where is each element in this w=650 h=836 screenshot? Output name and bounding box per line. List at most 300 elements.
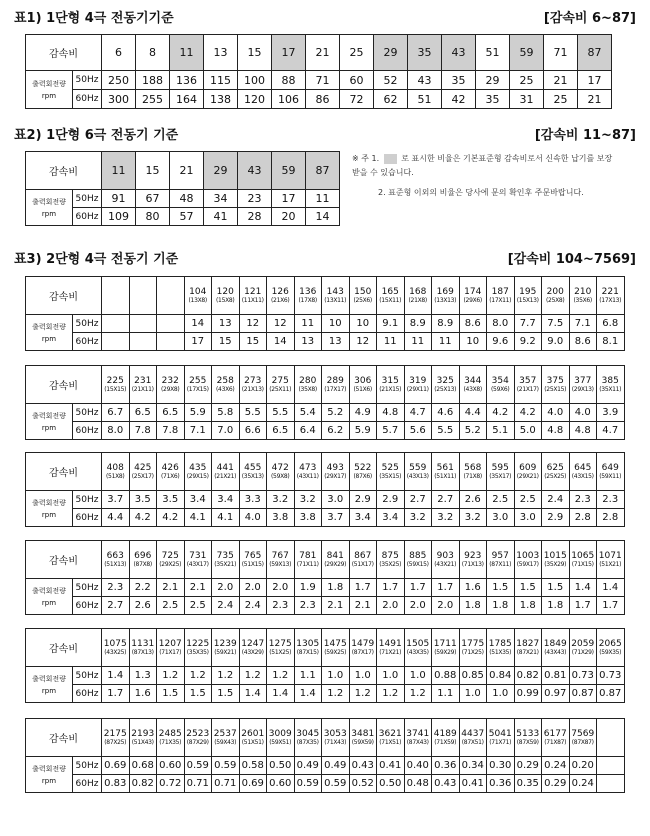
- ratio-value: 3045: [296, 729, 320, 739]
- rpm-50hz-cell: 10: [322, 315, 350, 333]
- rpm-60hz-cell: 1.7: [102, 685, 130, 703]
- ratio-cell: [294, 541, 322, 579]
- ratio-cell: [184, 453, 212, 491]
- ratio-cell: [377, 629, 405, 667]
- ratio-header: 감속비: [26, 152, 102, 190]
- ratio-value: 168: [409, 287, 427, 297]
- rpm-50hz-cell: 60: [340, 71, 374, 90]
- ratio-cell: [542, 453, 570, 491]
- table3-block-2: [25, 365, 625, 440]
- rpm-50hz-cell: 2.9: [349, 491, 377, 509]
- ratio-breakdown: (59X51): [269, 739, 292, 746]
- rpm-label: 출력회전량 rpm: [26, 190, 73, 226]
- ratio-value: 522: [354, 463, 372, 473]
- ratio-cell: [404, 453, 432, 491]
- rpm-60hz-row: [26, 208, 340, 226]
- table1-title: 표1) 1단형 4극 전동기기준: [14, 11, 174, 26]
- ratio-value: 258: [216, 376, 234, 386]
- rpm-60hz-cell: 3.8: [267, 509, 295, 527]
- ratio-cell: [212, 277, 240, 315]
- ratio-breakdown: (29X11): [406, 386, 429, 393]
- rpm-60hz-cell: 2.0: [404, 597, 432, 615]
- rpm-50hz-cell: 7.1: [569, 315, 597, 333]
- rpm-60hz-cell: 11: [377, 333, 405, 351]
- rpm-60hz-cell: 0.59: [322, 775, 350, 793]
- rpm-60hz-cell: 8.1: [597, 333, 625, 351]
- ratio-value: 2065: [598, 639, 622, 649]
- ratio-row: [26, 719, 625, 757]
- ratio-cell: [432, 719, 460, 757]
- rpm-60hz-cell: 31: [510, 90, 544, 109]
- ratio-breakdown: (35X35): [186, 649, 209, 656]
- rpm-50hz-cell: 0.73: [569, 667, 597, 685]
- rpm-50hz-row: [26, 315, 625, 333]
- table3-block-5: [25, 628, 625, 703]
- rpm-60hz-cell: 14: [267, 333, 295, 351]
- rpm-60hz-cell: 4.7: [597, 422, 625, 440]
- rpm-60hz-cell: 0.59: [294, 775, 322, 793]
- rpm-50hz-cell: 0.41: [377, 757, 405, 775]
- ratio-cell: [294, 719, 322, 757]
- ratio-cell: [597, 277, 625, 315]
- ratio-breakdown: (71X87): [544, 739, 567, 746]
- rpm-50hz-cell: 17: [272, 190, 306, 208]
- ratio-breakdown: (29X17): [324, 473, 347, 480]
- ratio-breakdown: (11X11): [241, 297, 264, 304]
- ratio-cell: [404, 719, 432, 757]
- ratio-value: 2485: [158, 729, 182, 739]
- rpm-50hz-cell: 4.7: [404, 404, 432, 422]
- rpm-60hz-row: [26, 422, 625, 440]
- ratio-value: 325: [436, 376, 454, 386]
- ratio-breakdown: (43X8): [463, 386, 482, 393]
- ratio-cell: [102, 366, 130, 404]
- ratio-cell: [212, 719, 240, 757]
- hz50-label: 50Hz: [73, 491, 102, 509]
- ratio-breakdown: (25X17): [131, 473, 154, 480]
- ratio-value: 1003: [516, 551, 540, 561]
- ratio-value: 1071: [598, 551, 622, 561]
- rpm-60hz-cell: 0.50: [377, 775, 405, 793]
- ratio-value: 841: [326, 551, 344, 561]
- rpm-60hz-cell: 15: [212, 333, 240, 351]
- rpm-50hz-cell: 3.9: [597, 404, 625, 422]
- rpm-50hz-cell: 136: [170, 71, 204, 90]
- rpm-50hz-cell: 4.0: [542, 404, 570, 422]
- ratio-cell: 11: [170, 35, 204, 71]
- ratio-breakdown: (25X15): [544, 386, 567, 393]
- ratio-cell: [129, 453, 157, 491]
- rpm-50hz-cell: 1.5: [542, 579, 570, 597]
- rpm-60hz-cell: 20: [272, 208, 306, 226]
- ratio-cell: [102, 453, 130, 491]
- rpm-50hz-cell: 2.6: [459, 491, 487, 509]
- ratio-cell: [322, 629, 350, 667]
- ratio-value: 408: [106, 463, 124, 473]
- rpm-50hz-cell: 4.0: [569, 404, 597, 422]
- rpm-50hz-cell: 2.7: [404, 491, 432, 509]
- ratio-cell: [184, 366, 212, 404]
- ratio-breakdown: (43X6): [216, 386, 235, 393]
- ratio-breakdown: (87X43): [406, 739, 429, 746]
- ratio-cell: [349, 453, 377, 491]
- ratio-cell: [322, 366, 350, 404]
- ratio-cell: [404, 366, 432, 404]
- rpm-50hz-cell: 5.5: [267, 404, 295, 422]
- rpm-60hz-cell: 2.0: [432, 597, 460, 615]
- ratio-cell: [239, 541, 267, 579]
- rpm-50hz-cell: 12: [267, 315, 295, 333]
- ratio-value: 1247: [241, 639, 265, 649]
- ratio-breakdown: (71X13): [461, 561, 484, 568]
- ratio-cell: [569, 629, 597, 667]
- rpm-60hz-cell: 0.41: [459, 775, 487, 793]
- ratio-value: 3009: [268, 729, 292, 739]
- rpm-60hz-cell: 138: [204, 90, 238, 109]
- ratio-breakdown: (29X25): [159, 561, 182, 568]
- ratio-value: 1015: [543, 551, 567, 561]
- ratio-cell: [322, 453, 350, 491]
- rpm-50hz-cell: 2.5: [487, 491, 515, 509]
- ratio-cell: [349, 719, 377, 757]
- rpm-50hz-cell: 48: [170, 190, 204, 208]
- rpm-60hz-cell: 1.5: [184, 685, 212, 703]
- ratio-cell: 15: [238, 35, 272, 71]
- rpm-50hz-cell: 91: [102, 190, 136, 208]
- ratio-value: 231: [134, 376, 152, 386]
- ratio-breakdown: (51X11): [434, 473, 457, 480]
- table3-block-3: [25, 452, 625, 527]
- ratio-breakdown: (25X6): [353, 297, 372, 304]
- rpm-50hz-cell: 4.4: [459, 404, 487, 422]
- rpm-50hz-cell: 8.9: [432, 315, 460, 333]
- empty-cell: [129, 315, 157, 333]
- ratio-breakdown: (71X17): [159, 649, 182, 656]
- rpm-60hz-cell: 3.8: [294, 509, 322, 527]
- rpm-50hz-cell: 8.9: [404, 315, 432, 333]
- ratio-breakdown: (59X17): [516, 561, 539, 568]
- empty-cell: [102, 333, 130, 351]
- rpm-50hz-cell: 100: [238, 71, 272, 90]
- rpm-60hz-cell: 6.4: [294, 422, 322, 440]
- ratio-value: 875: [381, 551, 399, 561]
- rpm-60hz-cell: 2.7: [102, 597, 130, 615]
- empty-cell: [102, 315, 130, 333]
- ratio-value: 3481: [351, 729, 375, 739]
- rpm-60hz-cell: 300: [102, 90, 136, 109]
- ratio-breakdown: (25X11): [269, 386, 292, 393]
- ratio-cell: [569, 541, 597, 579]
- rpm-50hz-cell: 34: [204, 190, 238, 208]
- ratio-value: 525: [381, 463, 399, 473]
- ratio-breakdown: (13X11): [324, 297, 347, 304]
- ratio-header: 감속비: [26, 629, 102, 667]
- rpm-50hz-cell: 1.7: [349, 579, 377, 597]
- ratio-value: 1775: [461, 639, 485, 649]
- rpm-60hz-cell: 17: [184, 333, 212, 351]
- ratio-breakdown: (43X15): [571, 473, 594, 480]
- rpm-50hz-cell: 71: [306, 71, 340, 90]
- rpm-60hz-cell: 0.82: [129, 775, 157, 793]
- rpm-60hz-row: [26, 90, 612, 109]
- rpm-60hz-cell: 10: [459, 333, 487, 351]
- rpm-50hz-cell: 3.2: [267, 491, 295, 509]
- rpm-60hz-cell: 14: [306, 208, 340, 226]
- ratio-breakdown: (35X13): [241, 473, 264, 480]
- ratio-value: 1711: [433, 639, 457, 649]
- empty-cell: [129, 277, 157, 315]
- ratio-value: 696: [134, 551, 152, 561]
- ratio-breakdown: (87X51): [461, 739, 484, 746]
- ratio-cell: [239, 629, 267, 667]
- rpm-60hz-cell: 9.0: [542, 333, 570, 351]
- rpm-50hz-cell: 9.1: [377, 315, 405, 333]
- ratio-cell: [459, 629, 487, 667]
- ratio-cell: 59: [272, 152, 306, 190]
- ratio-cell: [294, 453, 322, 491]
- ratio-value: 354: [491, 376, 509, 386]
- ratio-breakdown: (17X11): [489, 297, 512, 304]
- ratio-breakdown: (29X8): [161, 386, 180, 393]
- rpm-60hz-cell: 0.83: [102, 775, 130, 793]
- rpm-50hz-cell: 1.2: [267, 667, 295, 685]
- ratio-value: 765: [244, 551, 262, 561]
- rpm-50hz-cell: 6.5: [129, 404, 157, 422]
- rpm-60hz-cell: 2.3: [267, 597, 295, 615]
- ratio-breakdown: (87X87): [571, 739, 594, 746]
- rpm-60hz-cell: 0.36: [487, 775, 515, 793]
- ratio-cell: [487, 453, 515, 491]
- rpm-60hz-cell: 2.1: [322, 597, 350, 615]
- ratio-cell: [377, 541, 405, 579]
- ratio-value: 1827: [516, 639, 540, 649]
- rpm-60hz-cell: 8.0: [102, 422, 130, 440]
- ratio-breakdown: (51X25): [269, 649, 292, 656]
- rpm-60hz-cell: 21: [578, 90, 612, 109]
- ratio-value: 1849: [543, 639, 567, 649]
- rpm-label: 출력회전량 rpm: [26, 757, 73, 793]
- rpm-50hz-cell: 29: [476, 71, 510, 90]
- table3-block-1: [25, 276, 625, 351]
- ratio-value: 1475: [323, 639, 347, 649]
- rpm-60hz-cell: 5.2: [459, 422, 487, 440]
- rpm-60hz-cell: 9.6: [487, 333, 515, 351]
- rpm-60hz-cell: 6.2: [322, 422, 350, 440]
- ratio-value: 2523: [186, 729, 210, 739]
- rpm-50hz-cell: 17: [578, 71, 612, 90]
- ratio-cell: [569, 366, 597, 404]
- rpm-60hz-cell: 80: [136, 208, 170, 226]
- ratio-cell: [349, 541, 377, 579]
- ratio-cell: [322, 277, 350, 315]
- ratio-value: 441: [216, 463, 234, 473]
- rpm-60hz-cell: 1.2: [349, 685, 377, 703]
- rpm-50hz-cell: 115: [204, 71, 238, 90]
- rpm-50hz-cell: 6.8: [597, 315, 625, 333]
- rpm-50hz-row: [26, 404, 625, 422]
- hz50-label: 50Hz: [73, 71, 102, 90]
- ratio-cell: 17: [272, 35, 306, 71]
- rpm-50hz-cell: 0.73: [597, 667, 625, 685]
- rpm-50hz-cell: 1.4: [102, 667, 130, 685]
- ratio-breakdown: (43X29): [241, 649, 264, 656]
- rpm-50hz-cell: 3.5: [129, 491, 157, 509]
- ratio-breakdown: (51X43): [131, 739, 154, 746]
- rpm-60hz-cell: 0.71: [212, 775, 240, 793]
- ratio-breakdown: (29X21): [516, 473, 539, 480]
- rpm-50hz-cell: 2.1: [157, 579, 185, 597]
- rpm-60hz-cell: 1.8: [542, 597, 570, 615]
- ratio-value: 731: [189, 551, 207, 561]
- rpm-60hz-cell: 0.97: [542, 685, 570, 703]
- rpm-60hz-cell: 11: [404, 333, 432, 351]
- rpm-60hz-cell: 57: [170, 208, 204, 226]
- ratio-breakdown: (43X21): [434, 561, 457, 568]
- rpm-50hz-cell: 4.2: [514, 404, 542, 422]
- ratio-value: 493: [326, 463, 344, 473]
- ratio-cell: [514, 277, 542, 315]
- ratio-value: 221: [601, 287, 619, 297]
- rpm-60hz-cell: 7.0: [212, 422, 240, 440]
- ratio-cell: [129, 541, 157, 579]
- rpm-60hz-cell: 255: [136, 90, 170, 109]
- ratio-value: 289: [326, 376, 344, 386]
- ratio-value: 4189: [433, 729, 457, 739]
- ratio-cell: [514, 629, 542, 667]
- ratio-cell: [487, 541, 515, 579]
- rpm-50hz-cell: 8.0: [487, 315, 515, 333]
- ratio-value: 7569: [571, 729, 595, 739]
- table1: [25, 34, 612, 109]
- ratio-breakdown: (71X6): [161, 473, 180, 480]
- ratio-row: [26, 629, 625, 667]
- ratio-value: 344: [464, 376, 482, 386]
- ratio-value: 255: [189, 376, 207, 386]
- ratio-cell: [542, 277, 570, 315]
- rpm-50hz-cell: 11: [306, 190, 340, 208]
- ratio-breakdown: (35X15): [379, 473, 402, 480]
- hz50-label: 50Hz: [73, 757, 102, 775]
- ratio-cell: 11: [102, 152, 136, 190]
- ratio-breakdown: (71X35): [159, 739, 182, 746]
- ratio-row: [26, 277, 625, 315]
- ratio-value: 306: [354, 376, 372, 386]
- rpm-60hz-cell: 6.5: [267, 422, 295, 440]
- ratio-value: 923: [464, 551, 482, 561]
- rpm-50hz-cell: 4.2: [487, 404, 515, 422]
- rpm-60hz-cell: 2.9: [542, 509, 570, 527]
- rpm-50hz-cell: 35: [442, 71, 476, 90]
- rpm-50hz-cell: 2.2: [129, 579, 157, 597]
- ratio-breakdown: (15X15): [104, 386, 127, 393]
- ratio-value: 280: [299, 376, 317, 386]
- ratio-cell: [349, 277, 377, 315]
- table3-block-6: [25, 718, 625, 793]
- ratio-breakdown: (29X29): [324, 561, 347, 568]
- ratio-cell: [102, 629, 130, 667]
- ratio-cell: [514, 366, 542, 404]
- rpm-60hz-cell: 28: [238, 208, 272, 226]
- ratio-value: 5041: [488, 729, 512, 739]
- rpm-50hz-cell: 1.2: [239, 667, 267, 685]
- ratio-breakdown: (35X21): [214, 561, 237, 568]
- ratio-breakdown: (87X35): [296, 739, 319, 746]
- ratio-breakdown: (59X8): [271, 473, 290, 480]
- ratio-value: 195: [519, 287, 537, 297]
- ratio-value: 165: [381, 287, 399, 297]
- rpm-50hz-cell: 6.5: [157, 404, 185, 422]
- table3-title: 표3) 2단형 4극 전동기 기준: [14, 252, 179, 267]
- ratio-value: 375: [546, 376, 564, 386]
- ratio-breakdown: (71X21): [379, 649, 402, 656]
- gray-swatch: [384, 154, 397, 164]
- rpm-50hz-cell: 250: [102, 71, 136, 90]
- rpm-60hz-cell: 2.8: [597, 509, 625, 527]
- ratio-header: 감속비: [26, 277, 102, 315]
- ratio-breakdown: (87X6): [353, 473, 372, 480]
- ratio-value: 663: [106, 551, 124, 561]
- hz60-label: 60Hz: [73, 775, 102, 793]
- rpm-50hz-cell: 0.58: [239, 757, 267, 775]
- rpm-50hz-cell: 2.5: [514, 491, 542, 509]
- ratio-value: 4437: [461, 729, 485, 739]
- rpm-60hz-row: [26, 333, 625, 351]
- rpm-60hz-cell: 2.4: [239, 597, 267, 615]
- ratio-row: [26, 541, 625, 579]
- rpm-60hz-cell: 2.5: [157, 597, 185, 615]
- ratio-cell: [542, 629, 570, 667]
- ratio-cell: 43: [442, 35, 476, 71]
- table2-range: [감속비 11~87]: [534, 128, 636, 143]
- rpm-60hz-cell: 3.7: [322, 509, 350, 527]
- hz60-label: 60Hz: [73, 333, 102, 351]
- ratio-breakdown: (59X13): [269, 561, 292, 568]
- ratio-cell: 29: [374, 35, 408, 71]
- rpm-60hz-cell: 0.29: [542, 775, 570, 793]
- ratio-cell: [487, 629, 515, 667]
- rpm-60hz-cell: 1.2: [322, 685, 350, 703]
- ratio-cell: [212, 366, 240, 404]
- ratio-cell: [239, 453, 267, 491]
- ratio-breakdown: (59X6): [491, 386, 510, 393]
- ratio-cell: [487, 366, 515, 404]
- ratio-breakdown: (21X13): [241, 386, 264, 393]
- ratio-cell: [459, 541, 487, 579]
- ratio-value: 867: [354, 551, 372, 561]
- rpm-50hz-cell: 0.59: [212, 757, 240, 775]
- ratio-cell: [597, 366, 625, 404]
- ratio-breakdown: (87X15): [296, 649, 319, 656]
- ratio-cell: 43: [238, 152, 272, 190]
- rpm-50hz-cell: 1.4: [597, 579, 625, 597]
- ratio-cell: [212, 453, 240, 491]
- rpm-60hz-cell: 1.2: [377, 685, 405, 703]
- rpm-60hz-cell: 1.2: [404, 685, 432, 703]
- rpm-50hz-cell: 12: [239, 315, 267, 333]
- ratio-cell: [377, 277, 405, 315]
- ratio-value: 273: [244, 376, 262, 386]
- ratio-cell: [267, 541, 295, 579]
- rpm-50hz-cell: 4.6: [432, 404, 460, 422]
- ratio-cell: 29: [204, 152, 238, 190]
- rpm-60hz-cell: 12: [349, 333, 377, 351]
- hz50-label: 50Hz: [73, 579, 102, 597]
- ratio-cell: [432, 453, 460, 491]
- ratio-breakdown: (51X6): [353, 386, 372, 393]
- rpm-50hz-cell: 1.2: [212, 667, 240, 685]
- rpm-60hz-cell: 1.7: [597, 597, 625, 615]
- ratio-cell: [267, 366, 295, 404]
